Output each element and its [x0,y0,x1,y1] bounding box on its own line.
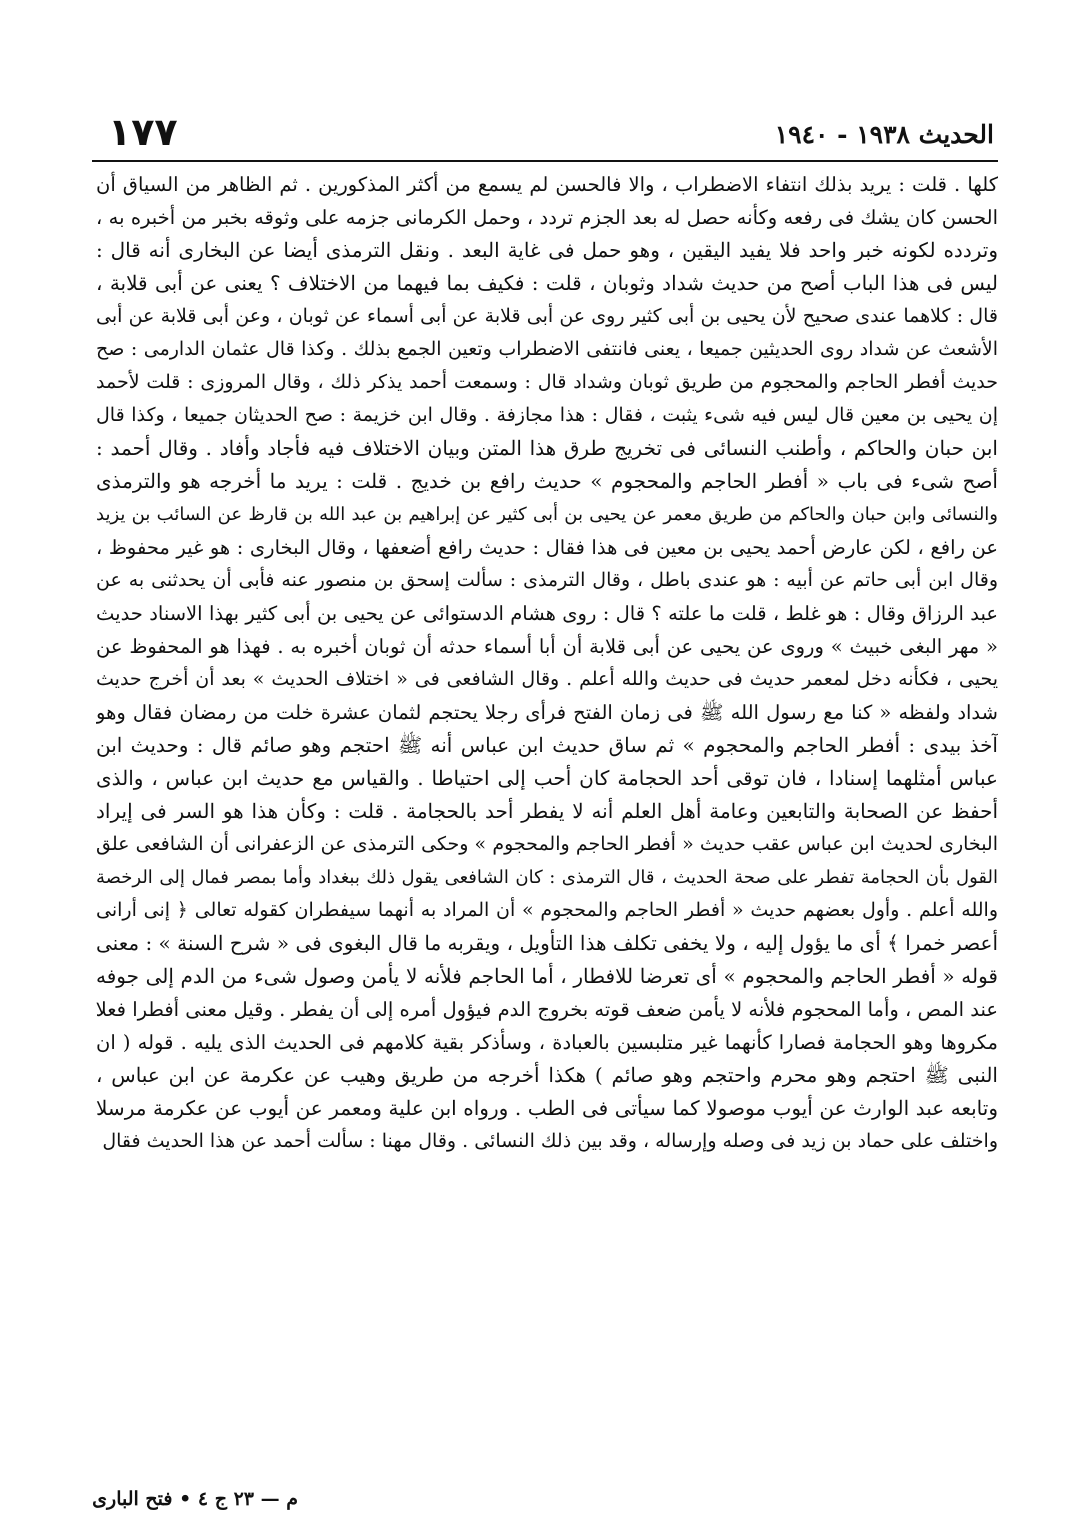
running-title: الحديث ١٩٣٨ - ١٩٤٠ [774,120,994,149]
text-line: كلها . قلت : يريد بذلك انتفاء الاضطراب ، والا فالحسن لم يسمع من أكثر المذكورين . ثم الظاهر من السياق أن [96,173,998,196]
text-line: قوله « أفطر الحاجم والمحجوم » أى تعرضا للافطار ، أما الحاجم فلأنه لا يأمن وصول شىء من الدم إلى جوفه [96,964,998,988]
text-line: أصح شىء فى باب « أفطر الحاجم والمحجوم » حديث رافع بن خديج . قلت : يريد ما أخرجه هو والترمذى [96,469,998,493]
text-line: القول بأن الحجامة تفطر على صحة الحديث ، قال الترمذى : كان الشافعى يقول ذلك ببغداد وأما بمصر فمال إلى الرخصة [96,867,998,888]
text-line: يحيى ، فكأنه دخل لمعمر حديث فى حديث والله أعلم . وقال الشافعى فى « اختلاف الحديث » بعد أن أخرج حديث [96,668,998,690]
text-line: وتابعه عبد الوارث عن أيوب موصولا كما سيأتى فى الطب . ورواه ابن علية ومعمر عن أيوب عن عكرمة مرسلا [96,1096,998,1120]
text-line: أعصر خمرا ﴾ أى ما يؤول إليه ، ولا يخفى تكلف هذا التأويل ، ويقربه ما قال البغوى فى « شرح السنة » : معنى [96,931,998,955]
text-line: وقال ابن أبى حاتم عن أبيه : هو عندى باطل ، وقال الترمذى : سألت إسحق بن منصور عنه فأبى أن يحدثنى به عن [96,569,998,591]
commentary-text [96,168,998,1158]
text-line: شداد ولفظه « كنا مع رسول الله ﷺ فى زمان الفتح فرأى رجلا يحتجم لثمان عشرة خلت من رمضان فقال وهو [96,701,998,724]
page-number: ١٧٧ [108,110,178,154]
text-line: واختلف على حماد بن زيد فى وصله وإرساله ، وقد بين ذلك النسائى . وقال مهنا : سألت أحمد عن هذا الحديث فقال [102,1130,998,1152]
text-line: مكروها وهو الحجامة فصارا كأنهما غير متلبسين بالعبادة ، وسأذكر بقية كلامهم فى الحديث الذى يليه . قوله ( ان [96,1031,998,1054]
text-line: عند المص ، وأما المحجوم فلأنه لا يأمن ضعف قوته بخروج الدم فيؤول أمره إلى أن يفطر . وقيل معنى أفطرا فعلا [96,998,998,1021]
text-line: والنسائى وابن حبان والحاكم من طريق معمر عن يحيى بن أبى كثير عن إبراهيم بن عبد الله بن قارظ عن السائب بن يزيد [96,504,998,525]
text-line: البخارى لحديث ابن عباس عقب حديث « أفطر الحاجم والمحجوم » وحكى الترمذى عن الزعفرانى أن الشافعى علق [96,833,998,855]
text-line: عن رافع ، لكن عارض أحمد يحيى بن معين فى هذا فقال : حديث رافع أضعفها ، وقال البخارى : هو غير محفوظ ، [96,536,998,559]
header-rule [92,160,998,162]
text-line: إن يحيى بن معين قال ليس فيه شىء يثبت ، فقال : هذا مجازفة . وقال ابن خزيمة : صح الحديثان جميعا ، وكذا قال [96,404,998,426]
text-line: وتردده لكونه خبر واحد فلا يفيد اليقين ، وهو حمل فى غاية البعد . ونقل الترمذى أيضا عن البخارى أنه قال : [96,238,998,262]
text-line: ابن حبان والحاكم ، وأطنب النسائى فى تخريج طرق هذا المتن وبيان الاختلاف فيه فأجاد وأفاد . وقال أحمد : [96,436,998,460]
signature-mark: م — ٢٣ ج ٤ • فتح البارى [92,1488,298,1510]
text-line: آخذ بيدى : أفطر الحاجم والمحجوم » ثم ساق حديث ابن عباس أنه ﷺ احتجم وهو صائم قال : وحديث ابن [96,733,998,757]
page-header [92,108,998,160]
text-line: الحسن كان يشك فى رفعه وكأنه حصل له بعد الجزم تردد ، وحمل الكرمانى جزمه على وثوقه بخبر من أخبره به ، [96,206,998,229]
text-line: حديث أفطر الحاجم والمحجوم من طريق ثوبان وشداد قال : وسمعت أحمد يذكر ذلك ، وقال المروزى : قلت لأحمد [96,371,998,393]
text-line: « مهر البغى خبيث » وروى عن يحيى عن أبى قلابة أن أبا أسماء حدثه أن ثوبان أخبره به . فهذا هو المحفوظ عن [96,635,998,658]
text-line: والله أعلم . وأول بعضهم حديث « أفطر الحاجم والمحجوم » أن المراد به أنهما سيفطران كقوله تعالى ﴿ إنى أرانى [96,899,998,921]
text-line: قال : كلاهما عندى صحيح لأن يحيى بن أبى كثير روى عن أبى قلابة عن أبى أسماء عن ثوبان ، وعن أبى قلابة عن أبى [96,305,998,327]
text-line: النبى ﷺ احتجم وهو محرم واحتجم وهو صائم ) هكذا أخرجه من طريق وهيب عن عكرمة عن ابن عباس ، [96,1063,998,1087]
text-line: الأشعث عن شداد روى الحديثين جميعا ، يعنى فانتفى الاضطراب وتعين الجمع بذلك . وكذا قال عثمان الدارمى : صح [96,338,998,360]
text-line: أحفظ عن الصحابة والتابعين وعامة أهل العلم أنه لا يفطر أحد بالحجامة . قلت : وكأن هذا هو السر فى إيراد [96,799,998,823]
text-line: عبد الرزاق وقال : هو غلط ، قلت ما علته ؟ قال : روى هشام الدستوائى عن يحيى بن أبى كثير بهذا الاسناد حديث [96,602,998,625]
text-line: عباس أمثلهما إسنادا ، فان توقى أحد الحجامة كان أحب إلى احتياطا . والقياس مع حديث ابن عباس ، والذى [96,766,998,790]
text-line: ليس فى هذا الباب أصح من حديث شداد وثوبان ، قلت : فكيف بما فيهما من الاختلاف ؟ يعنى عن أبى قلابة ، [96,271,998,295]
